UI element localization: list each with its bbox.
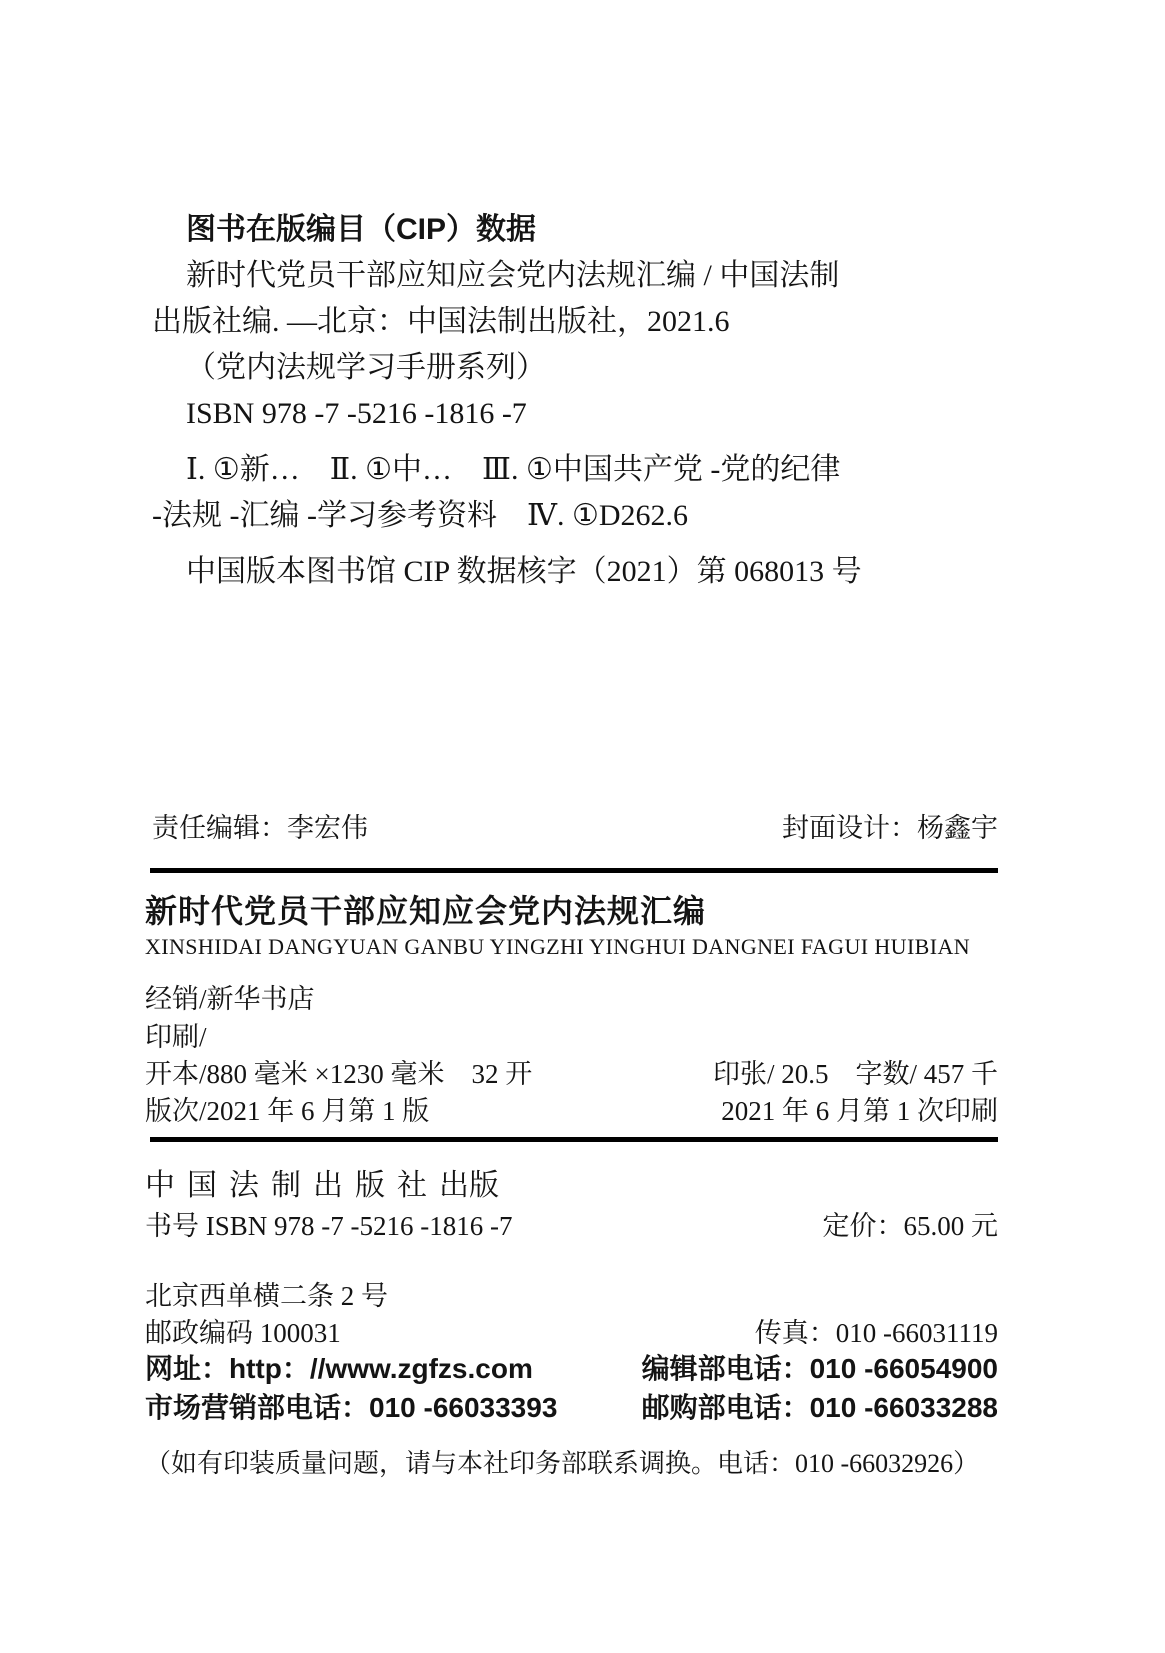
cip-heading: 图书在版编目（CIP）数据	[186, 213, 537, 246]
marketing-mailorder-row	[145, 1392, 998, 1424]
editorial-dept-phone: 编辑部电话：010 -66054900	[641, 1353, 998, 1384]
marketing-dept-phone: 市场营销部电话：010 -66033393	[145, 1392, 558, 1423]
mail-order-phone: 邮购部电话：010 -66033288	[641, 1392, 998, 1423]
book-title: 新时代党员干部应知应会党内法规汇编	[145, 893, 707, 929]
cip-isbn-line: ISBN 978 -7 -5216 -1816 -7	[186, 397, 527, 430]
address-row	[145, 1280, 998, 1312]
printer-label: 印刷/	[145, 1022, 207, 1052]
format-spec: 开本/880 毫米 ×1230 毫米 32 开	[145, 1059, 533, 1089]
cip-publisher-line: 出版社编. —北京：中国法制出版社，2021.6	[152, 305, 730, 338]
distribution-row	[145, 983, 998, 1015]
publisher-imprint	[145, 1160, 499, 1204]
edition-row	[145, 1095, 998, 1127]
price: 定价：65.00 元	[822, 1211, 998, 1241]
quality-exchange-note: （如有印装质量问题，请与本社印务部联系调换。电话：010 -66032926）	[145, 1449, 980, 1478]
publisher-suffix: 出版	[439, 1169, 499, 1202]
edition-info: 版次/2021 年 6 月第 1 版	[145, 1096, 430, 1126]
cover-designer: 封面设计：杨鑫宇	[782, 813, 998, 843]
cip-classification-line-1: Ⅰ. ①新… Ⅱ. ①中… Ⅲ. ①中国共产党 -党的纪律	[186, 453, 841, 486]
divider-rule-bottom	[150, 1137, 998, 1142]
cip-record-line: 中国版本图书馆 CIP 数据核字（2021）第 068013 号	[186, 555, 862, 588]
responsible-editor: 责任编辑：李宏伟	[152, 813, 368, 843]
sheets-words: 印张/ 20.5 字数/ 457 千	[712, 1059, 998, 1089]
book-isbn: 书号 ISBN 978 -7 -5216 -1816 -7	[145, 1211, 513, 1241]
book-title-pinyin: XINSHIDAI DANGYUAN GANBU YINGZHI YINGHUI DANGNEI FAGUI HUIBIAN	[145, 934, 971, 959]
postal-code: 邮政编码 100031	[145, 1318, 341, 1348]
website-url: 网址：http：//www.zgfzs.com	[145, 1353, 533, 1384]
publisher-address: 北京西单横二条 2 号	[145, 1281, 388, 1311]
isbn-price-row	[145, 1210, 998, 1242]
printer-row	[145, 1021, 998, 1053]
impression-info: 2021 年 6 月第 1 次印刷	[721, 1096, 998, 1126]
cip-title-line: 新时代党员干部应知应会党内法规汇编 / 中国法制	[186, 259, 840, 292]
divider-rule-top	[150, 868, 998, 873]
credits-row	[152, 806, 998, 845]
publisher-name: 中国法制出版社	[145, 1169, 439, 1202]
cip-classification-line-2: -法规 -汇编 -学习参考资料 Ⅳ. ①D262.6	[152, 499, 689, 532]
distribution-label: 经销/新华书店	[145, 984, 315, 1014]
format-row	[145, 1058, 998, 1090]
website-editorial-row	[145, 1353, 998, 1385]
fax-number: 传真：010 -66031119	[754, 1318, 998, 1348]
cip-block	[152, 207, 1012, 595]
postcode-fax-row	[145, 1317, 998, 1349]
cip-series-line: （党内法规学习手册系列）	[186, 351, 546, 384]
